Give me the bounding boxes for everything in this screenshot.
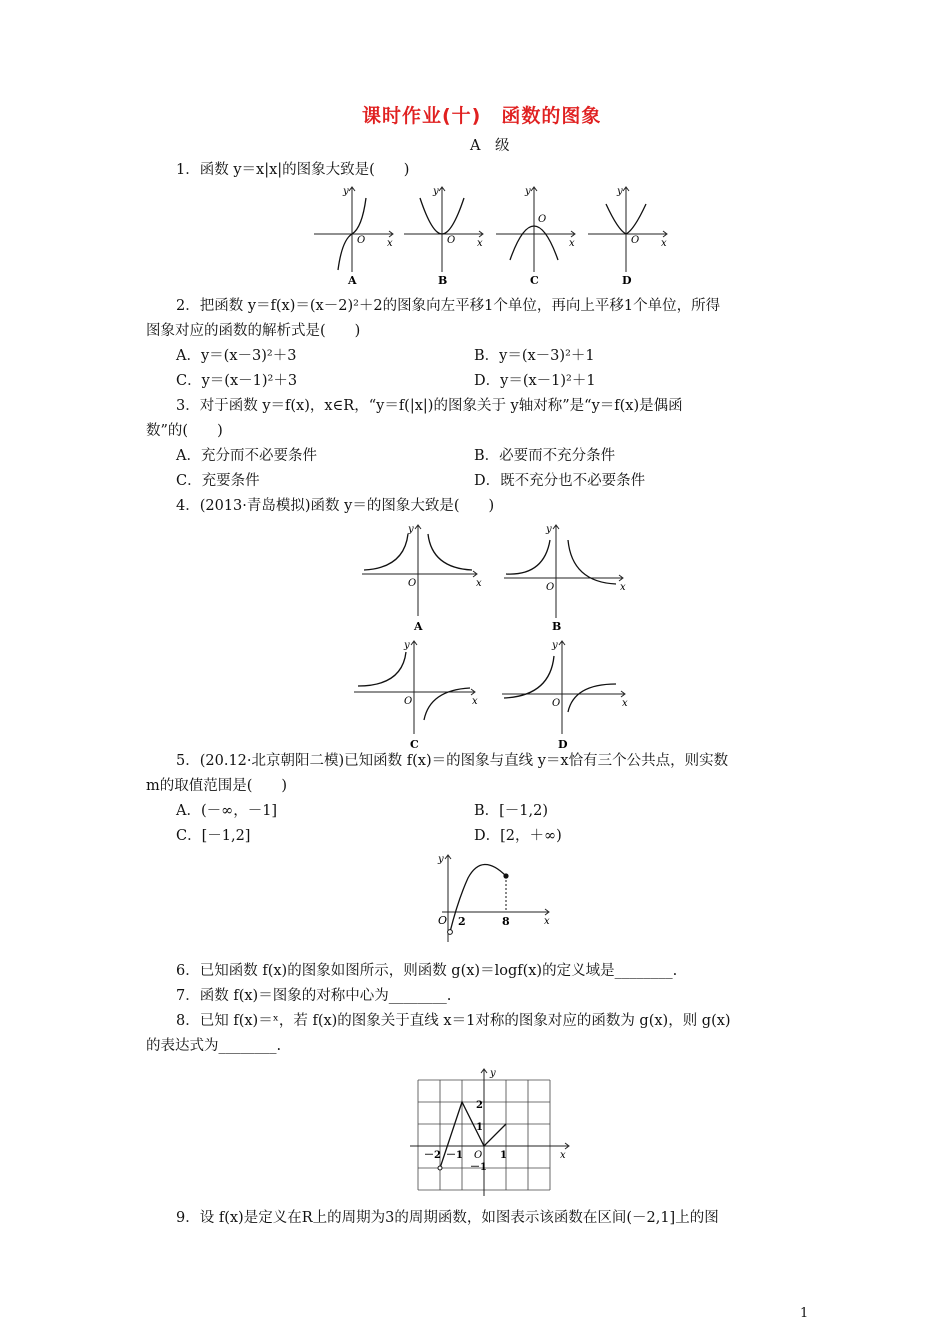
q4-graph-d <box>502 640 628 751</box>
svg-text:y: y <box>490 1068 496 1079</box>
svg-text:y: y <box>546 524 552 535</box>
q2-option-a: A．y＝(x－3)²＋3 <box>176 348 297 364</box>
q1-graph-c <box>496 186 575 287</box>
q9-tick-x-m1: －1 <box>446 1150 463 1161</box>
page-number: 1 <box>800 1306 809 1321</box>
q4-label-a: A <box>414 620 423 633</box>
svg-text:O: O <box>404 696 413 707</box>
q6-figure <box>430 850 560 950</box>
svg-text:x: x <box>476 578 482 589</box>
svg-text:x: x <box>387 238 393 249</box>
q1-figures <box>0 180 950 290</box>
q6-tick-8: 8 <box>502 915 510 928</box>
svg-text:O: O <box>408 578 417 589</box>
q3-option-b: B．必要而不充分条件 <box>474 448 616 464</box>
svg-text:y: y <box>404 640 410 651</box>
q1-graph-b <box>404 186 483 287</box>
q4-graph-b <box>504 524 626 633</box>
svg-text:y: y <box>525 186 531 197</box>
q1-label-d: D <box>622 274 632 287</box>
q9-figure <box>410 1068 580 1208</box>
question-6-stem: 6．已知函数 f(x)的图象如图所示，则函数 g(x)＝logf(x)的定义域是________. <box>176 963 678 979</box>
question-3-stem-cont: 数”的( ) <box>146 423 223 439</box>
question-3-stem: 3．对于函数 y＝f(x)，x∈R，“y＝f(|x|)的图象关于 y轴对称”是“y＝f(x)是偶函 <box>176 398 683 414</box>
q4-graph-a <box>362 524 482 633</box>
q3-option-d: D．既不充分也不必要条件 <box>474 473 646 489</box>
question-1-stem: 1．函数 y＝x|x|的图象大致是( ) <box>176 162 410 178</box>
q1-graph-a <box>314 186 393 287</box>
q2-option-c: C．y＝(x－1)²＋3 <box>176 373 298 389</box>
svg-text:O: O <box>552 698 561 709</box>
question-9-stem: 9．设 f(x)是定义在R上的周期为3的周期函数，如图表示该函数在区间(－2,1]上的图 <box>176 1210 719 1226</box>
q5-option-c: C．[－1,2] <box>176 828 251 844</box>
svg-text:x: x <box>560 1150 566 1161</box>
q4-graph-c <box>354 640 478 751</box>
q9-tick-x-m2: －2 <box>424 1150 441 1161</box>
question-2-stem-cont: 图象对应的函数的解析式是( ) <box>146 323 361 339</box>
svg-text:x: x <box>544 916 550 927</box>
question-7-stem: 7．函数 f(x)＝图象的对称中心为________. <box>176 988 452 1004</box>
q5-option-a: A．(－∞，－1] <box>176 803 278 819</box>
q6-tick-2: 2 <box>458 915 466 928</box>
svg-text:y: y <box>552 640 558 651</box>
q4-label-b: B <box>552 620 562 633</box>
q5-option-b: B．[－1,2) <box>474 803 549 819</box>
page-title: 课时作业(十) 函数的图象 <box>362 105 602 127</box>
q1-label-b: B <box>438 274 448 287</box>
svg-text:y: y <box>433 186 439 197</box>
q4-figures <box>0 520 950 750</box>
svg-text:O: O <box>447 235 456 246</box>
svg-text:x: x <box>620 582 626 593</box>
question-8-stem-cont: 的表达式为________. <box>146 1038 282 1054</box>
question-5-stem-cont: m的取值范围是( ) <box>146 778 288 794</box>
svg-text:O: O <box>538 214 547 225</box>
q5-option-d: D．[2，＋∞) <box>474 828 562 844</box>
q4-label-d: D <box>558 738 568 751</box>
q1-label-a: A <box>348 274 357 287</box>
svg-text:x: x <box>622 698 628 709</box>
svg-text:O: O <box>438 914 448 927</box>
q1-graph-d <box>588 186 667 287</box>
svg-text:O: O <box>546 582 555 593</box>
q3-option-c: C．充要条件 <box>176 473 260 489</box>
question-4-stem: 4．(2013·青岛模拟)函数 y＝的图象大致是( ) <box>176 498 495 514</box>
svg-text:x: x <box>472 696 478 707</box>
svg-text:y: y <box>438 854 444 865</box>
q2-option-b: B．y＝(x－3)²＋1 <box>474 348 595 364</box>
svg-text:O: O <box>357 235 366 246</box>
q3-option-a: A．充分而不必要条件 <box>176 448 317 464</box>
q9-tick-y-m1: －1 <box>470 1162 487 1173</box>
svg-text:x: x <box>569 238 575 249</box>
q2-option-d: D．y＝(x－1)²＋1 <box>474 373 596 389</box>
q9-tick-y-2: 2 <box>476 1100 483 1111</box>
q9-tick-y-1: 1 <box>476 1122 483 1133</box>
question-2-stem: 2．把函数 y＝f(x)＝(x－2)²＋2的图象向左平移1个单位，再向上平移1个单位，所得 <box>176 298 721 314</box>
svg-text:O: O <box>631 235 640 246</box>
svg-text:y: y <box>617 186 623 197</box>
svg-text:O: O <box>474 1150 483 1161</box>
q1-label-c: C <box>530 274 539 287</box>
level-heading: A 级 <box>470 138 510 154</box>
svg-text:x: x <box>661 238 667 249</box>
question-8-stem: 8．已知 f(x)＝ˣ，若 f(x)的图象关于直线 x＝1对称的图象对应的函数为 g(x)，则 g(x) <box>176 1013 731 1029</box>
svg-text:y: y <box>408 524 414 535</box>
question-5-stem: 5．(20.12·北京朝阳二模)已知函数 f(x)＝的图象与直线 y＝x恰有三个公共点，则实数 <box>176 753 729 769</box>
q9-tick-x-1: 1 <box>500 1150 507 1161</box>
q4-label-c: C <box>410 738 419 751</box>
svg-text:x: x <box>477 238 483 249</box>
svg-text:y: y <box>343 186 349 197</box>
